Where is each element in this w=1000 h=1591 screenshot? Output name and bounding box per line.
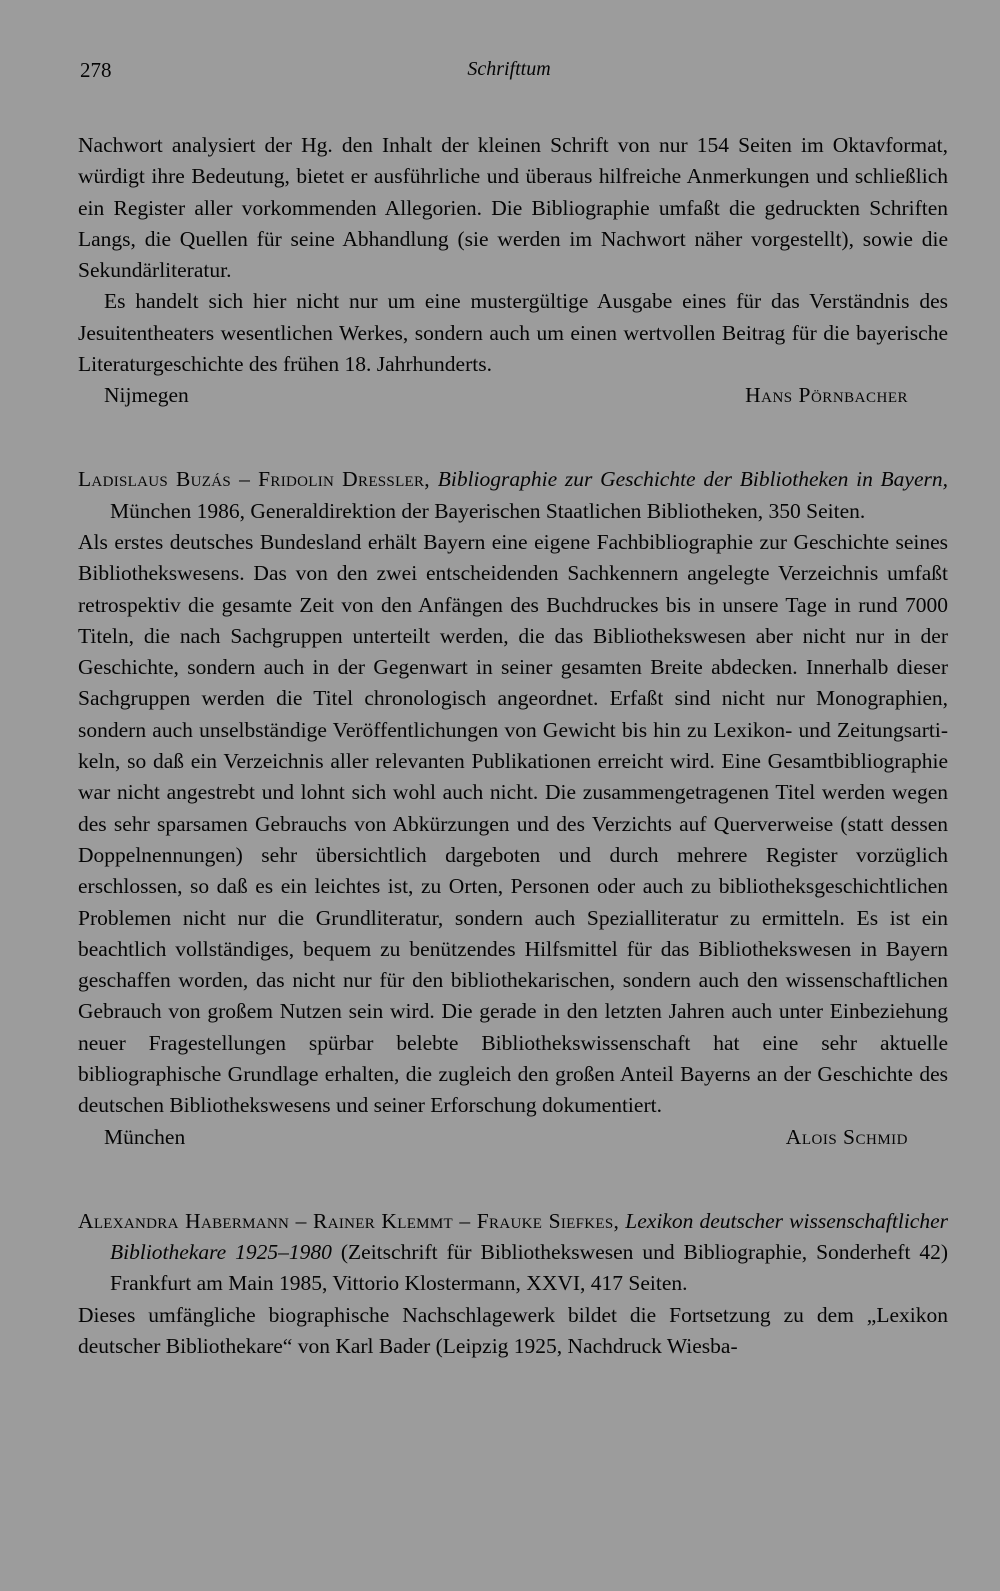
review2-reviewer: Alois Schmid bbox=[785, 1124, 908, 1149]
review2-title: Bibliographie zur Geschichte der Bibliotheken in Bayern, bbox=[437, 467, 949, 492]
review3-text: Dieses umfängliche biographische Nachschlagewerk bildet die Fortsetzung zu dem „Lexikon deutscher Bibliothekare“ von Karl Bader (Leipzig 1925, Nachdruck Wiesba- bbox=[78, 1302, 948, 1358]
review1-paragraph-2: Es handelt sich hier nicht nur um eine mustergültige Ausgabe eines für das Verständnis des Jesuitentheaters wesentlichen Werkes, sondern auch um einen wertvollen Beitrag für die bayerische Literaturgeschichte des frühen 18. Jahrhunderts. bbox=[78, 289, 948, 377]
review1-reviewer: Hans Pörnbacher bbox=[745, 383, 908, 408]
review3-publication: (Zeitschrift für Bibliothekswesen und Bibliographie, Sonderheft 42) Frankfurt am Main 1985, Vittorio Klostermann, XXVI, 417 Seiten. bbox=[110, 1239, 949, 1296]
review1-signature bbox=[78, 380, 948, 412]
section-spacer bbox=[78, 412, 948, 464]
review2-text: Als erstes deutsches Bundesland erhält Bayern eine eigene Fachbibliographie zur Geschichte seines Bibliothekswesens. Das von den zwei entscheidenden Sachkennern angelegte Verzeichnis umfaßt retrospektiv die gesamte Zeit von den Anfängen des Buchdruckes bis in unsere Tage in rund 7000 Titeln, die nach Sachgruppen unterteilt werden, die das Bibliothekswesen aber nicht nur in der Geschichte, sondern auch in der Gegenwart in seiner gesamten Breite abdecken. Innerhalb dieser Sachgruppen werden die Titel chronologisch angeordnet. Erfaßt sind nicht nur Monographien, sondern auch unselbständige Veröffentlichungen von Gewicht bis hin zu Lexikon- und Zeitungsartikeln, so daß ein Verzeichnis aller relevanten Publikationen erreicht wird. Eine Gesamtbibliographie war nicht angestrebt und lohnt sich wohl auch nicht. Die zusammengetragenen Titel werden wegen des sehr sparsamen Gebrauchs von Abkürzungen und des Verzichts auf Querverweise (statt dessen Doppelnennungen) sehr übersichtlich dargeboten und durch mehrere Register vorzüglich erschlossen, so daß es ein leichtes ist, zu Orten, Personen oder auch zu bibliotheksgeschichtlichen Problemen nicht nur die Grundliteratur, sondern auch Spezialliteratur zu ermitteln. Es ist ein beachtlich vollständiges, bequem zu benützendes Hilfsmittel für das Bibliothekswesen in Bayern geschaffen worden, das nicht nur für den bibliothekarischen, sondern auch den wissenschaftlichen Gebrauch von großem Nutzen sein wird. Die gerade in den letzten Jahren auch unter Einbeziehung neuer Fragestellungen spürbar belebte Bibliothekswissenschaft hat eine sehr aktuelle bibliographische Grundlage erhalten, die zugleich den großen Anteil Bayerns an der Geschichte des deutschen Bibliothekswesens und seiner Erforschung dokumentiert. bbox=[78, 529, 948, 1118]
review-continued bbox=[78, 130, 948, 412]
page-header bbox=[80, 58, 938, 88]
section-spacer bbox=[78, 1154, 948, 1206]
review2-bibliographic-entry bbox=[78, 464, 948, 527]
review3-title: Lexikon deutscher wissenschaftlicher Bibliothekare 1925–1980 bbox=[110, 1208, 948, 1264]
review3-authors: Alexandra Habermann – Rainer Klemmt – Frauke Siefkes, bbox=[78, 1208, 620, 1233]
review1-place: Nijmegen bbox=[104, 383, 189, 408]
review2-place: München bbox=[104, 1124, 186, 1149]
page-body bbox=[78, 130, 948, 1362]
review1-paragraph-1: Nachwort analysiert der Hg. den Inhalt der kleinen Schrift von nur 154 Seiten im Oktavformat, würdigt ihre Bedeutung, bietet er ausführliche und überaus hilfreiche Anmerkungen und schließlich ein Register aller vorkommenden Allegorien. Die Bibliographie umfaßt die gedruckten Schriften Langs, die Quellen für seine Abhandlung (sie werden im Nachwort näher vorgestellt), sowie die Sekundärliteratur. bbox=[78, 133, 948, 283]
review-habermann-klemmt-siefkes bbox=[78, 1206, 948, 1362]
review3-bibliographic-entry bbox=[78, 1206, 948, 1300]
review2-publication: München 1986, Generaldirektion der Bayerischen Staatlichen Bibliotheken, 350 Seiten. bbox=[110, 498, 866, 523]
review-buzas-dressler bbox=[78, 464, 948, 1153]
review2-authors: Ladislaus Buzás – Fridolin Dressler, bbox=[78, 467, 430, 492]
running-title: Schrifttum bbox=[467, 58, 551, 80]
review2-signature bbox=[78, 1122, 948, 1154]
page-number: 278 bbox=[80, 58, 112, 82]
